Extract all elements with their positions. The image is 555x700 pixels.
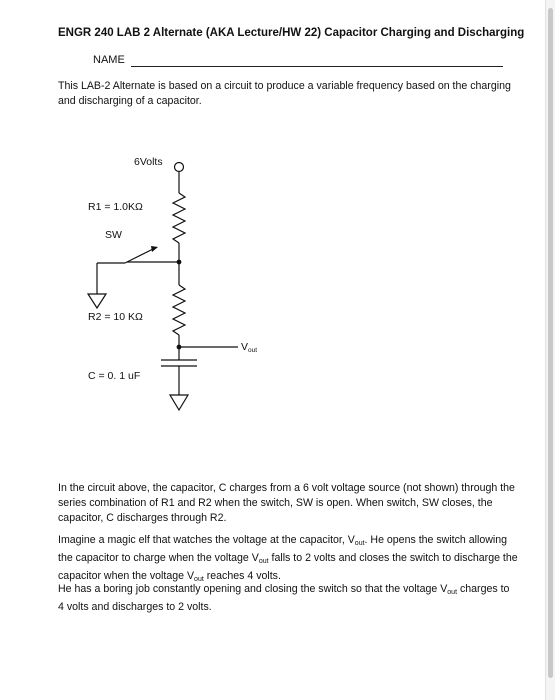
r2-label: R2 = 10 KΩ (88, 311, 143, 323)
p2-text-g: reaches 4 volts. (203, 570, 281, 582)
intro-paragraph: This LAB-2 Alternate is based on a circuit to produce a variable frequency based on the charging and discharging of a capacitor. (58, 80, 511, 107)
ground-left-icon (88, 294, 106, 308)
paragraph-1: In the circuit above, the capacitor, C charges from a 6 volt voltage source (not shown) through the series combination of R1 and R2 when the switch, SW is open. When switch, SW closes, the capacitor, C discharges through R2. (58, 482, 515, 524)
p3-text-a: He has a boring job constantly opening and closing the switch so that the voltage V (58, 583, 448, 595)
capacitor-label: C = 0. 1 uF (88, 370, 141, 382)
document-title: ENGR 240 LAB 2 Alternate (AKA Lecture/HW 22) Capacitor Charging and Discharging (58, 27, 525, 39)
paragraph-3 (58, 582, 518, 615)
p2-text-a: Imagine a magic elf that watches the voltage at the capacitor, V (58, 534, 355, 546)
p2-text-e: falls to 2 volts and closes the switch to discharge the capacitor when the voltage V (58, 552, 518, 582)
ground-bottom-icon (170, 395, 188, 410)
vertical-scrollbar[interactable] (545, 0, 555, 700)
vout-label (241, 341, 257, 354)
p2-sub-1: out (354, 540, 365, 547)
p2-sub-3: out (194, 576, 204, 583)
vout-subscript: out (248, 347, 258, 354)
vout-main: V (241, 341, 249, 353)
name-label: NAME (93, 54, 125, 66)
p2-sub-2: out (258, 558, 269, 565)
r1-label: R1 = 1.0KΩ (88, 201, 143, 213)
switch-label: SW (105, 229, 122, 241)
paragraph-2 (58, 533, 518, 587)
source-terminal (175, 163, 184, 172)
switch-blade (125, 248, 155, 263)
scrollbar-thumb[interactable] (548, 8, 553, 678)
p3-text-c: charges to 4 volts and discharges to 2 volts. (58, 583, 510, 613)
source-label: 6Volts (134, 156, 163, 168)
p2-text-c: . He opens the switch allowing the capacitor to charge when the voltage V (58, 534, 508, 564)
p3-sub-1: out (447, 589, 458, 596)
r2-resistor (173, 285, 185, 335)
r1-resistor (173, 193, 185, 243)
